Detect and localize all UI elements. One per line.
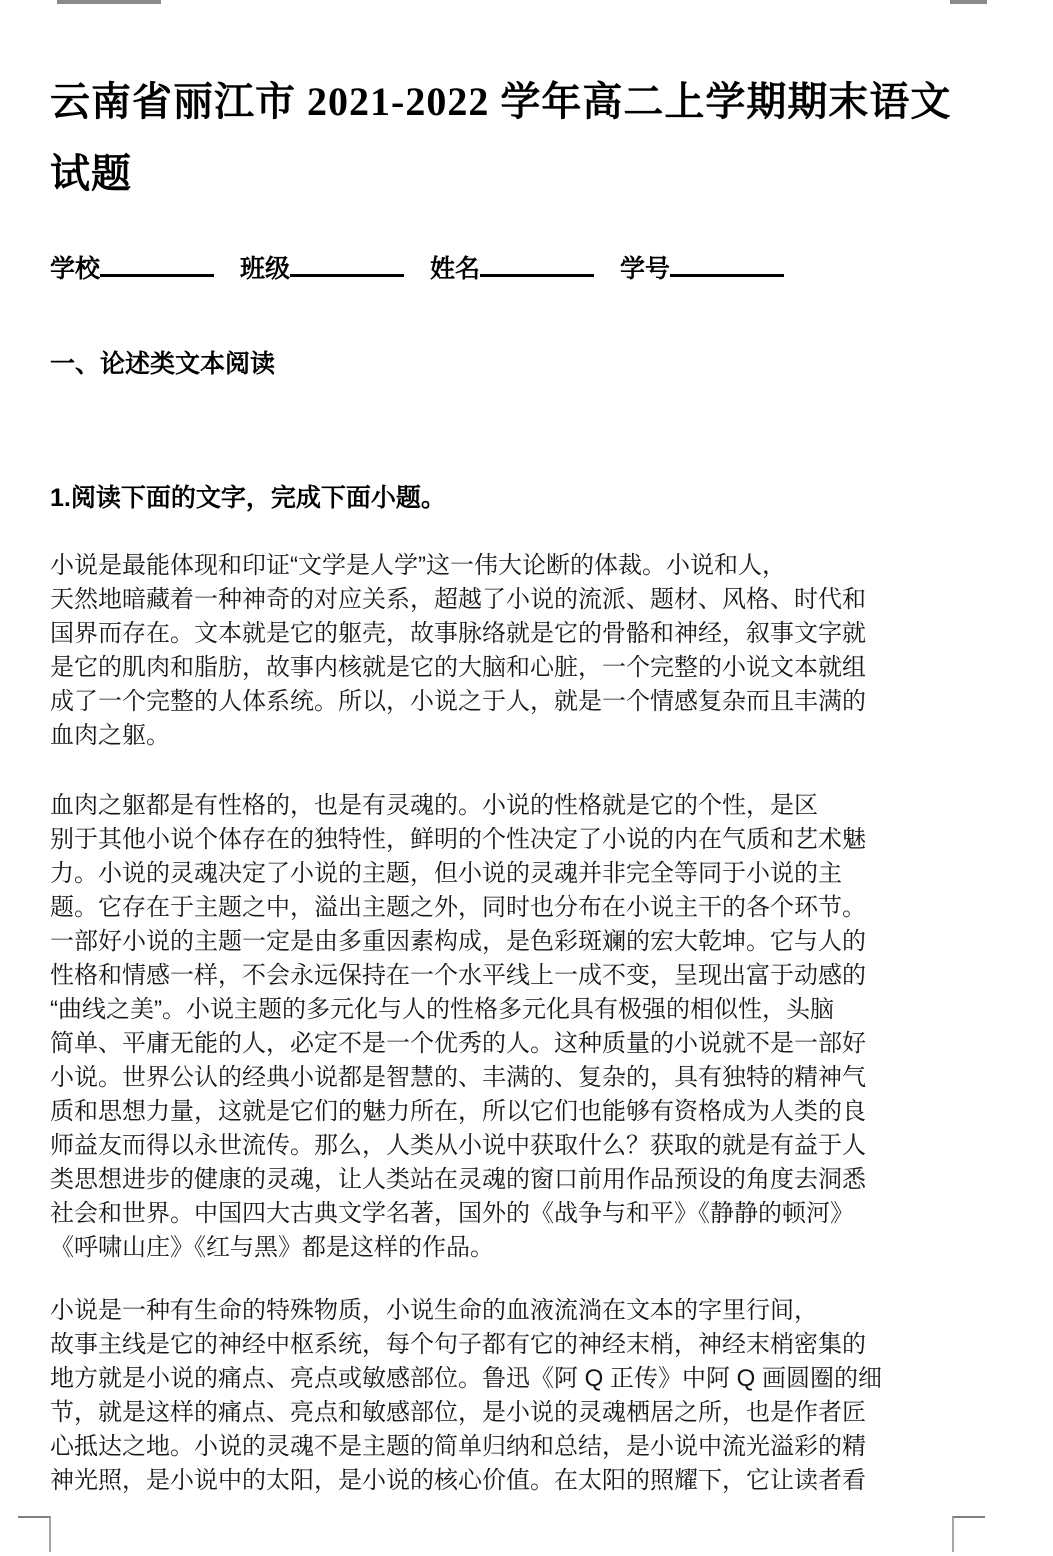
passage-line: 师益友而得以永世流传。那么，人类从小说中获取什么？获取的就是有益于人: [50, 1132, 866, 1159]
passage-line: 心抵达之地。小说的灵魂不是主题的简单归纳和总结，是小说中流光溢彩的精: [50, 1433, 866, 1460]
passage-paragraph: [50, 1294, 993, 1498]
passage-line: 简单、平庸无能的人，必定不是一个优秀的人。这种质量的小说就不是一部好: [50, 1030, 866, 1057]
passage-line: 是它的肌肉和脂肪，故事内核就是它的大脑和心脏，一个完整的小说文本就组: [50, 654, 866, 681]
passage-line: 血肉之躯。: [50, 722, 170, 749]
header-field-group: [620, 255, 784, 283]
header-field-label: 姓名: [430, 255, 481, 283]
fill-in-blank-line: [100, 250, 214, 277]
passage-line: 神光照，是小说中的太阳，是小说的核心价值。在太阳的照耀下，它让读者看: [50, 1467, 866, 1494]
passage-line: 性格和情感一样，不会永远保持在一个水平线上一成不变，呈现出富于动感的: [50, 962, 866, 989]
passage-line: 血肉之躯都是有性格的，也是有灵魂的。小说的性格就是它的个性，是区: [50, 792, 818, 819]
passage-line: 社会和世界。中国四大古典文学名著，国外的《战争与和平》《静静的顿河》: [50, 1200, 854, 1227]
passage-line: 小说是最能体现和印证“文学是人学”这一伟大论断的体裁。小说和人，: [50, 552, 786, 579]
passage-line: 天然地暗藏着一种神奇的对应关系，超越了小说的流派、题材、风格、时代和: [50, 586, 866, 613]
header-field-label: 学校: [50, 255, 101, 283]
passage-paragraph: [50, 789, 993, 1265]
passage-line: 题。它存在于主题之中，溢出主题之外，同时也分布在小说主干的各个环节。: [50, 894, 866, 921]
question-prompt: 1.阅读下面的文字，完成下面小题。: [50, 484, 446, 512]
header-field-label: 学号: [620, 255, 671, 283]
passage-line: “曲线之美”。小说主题的多元化与人的性格多元化具有极强的相似性，头脑: [50, 996, 834, 1023]
passage-line: 《呼啸山庄》《红与黑》都是这样的作品。: [50, 1234, 494, 1261]
scan-artifact-bar-right: [950, 0, 987, 4]
header-fields-row: [50, 250, 993, 287]
passage-line: 小说是一种有生命的特殊物质，小说生命的血液流淌在文本的字里行间，: [50, 1297, 818, 1324]
passage-line: 力。小说的灵魂决定了小说的主题，但小说的灵魂并非完全等同于小说的主: [50, 860, 842, 887]
crop-corner-bottom-right: [952, 1516, 985, 1552]
passage-line: 国界而存在。文本就是它的躯壳，故事脉络就是它的骨骼和神经，叙事文字就: [50, 620, 866, 647]
passage-paragraph: [50, 549, 993, 753]
header-field-group: [430, 255, 594, 283]
passage-line: 地方就是小说的痛点、亮点或敏感部位。鲁迅《阿 Q 正传》中阿 Q 画圆圈的细: [50, 1365, 883, 1392]
passage-line: 故事主线是它的神经中枢系统，每个句子都有它的神经末梢，神经末梢密集的: [50, 1331, 866, 1358]
header-field-group: [240, 255, 404, 283]
scan-artifact-bar-left: [57, 0, 161, 4]
page-title: 云南省丽江市 2021-2022 学年高二上学期期末语文: [50, 79, 952, 124]
passage-line: 成了一个完整的人体系统。所以，小说之于人，就是一个情感复杂而且丰满的: [50, 688, 866, 715]
passage: [50, 549, 993, 1498]
fill-in-blank-line: [290, 250, 404, 277]
page-title-line2: 试题: [50, 151, 132, 196]
crop-corner-bottom-left: [18, 1516, 51, 1552]
header-field-label: 班级: [240, 255, 291, 283]
passage-line: 节，就是这样的痛点、亮点和敏感部位，是小说的灵魂栖居之所，也是作者匠: [50, 1399, 866, 1426]
passage-line: 小说。世界公认的经典小说都是智慧的、丰满的、复杂的，具有独特的精神气: [50, 1064, 866, 1091]
passage-line: 一部好小说的主题一定是由多重因素构成，是色彩斑斓的宏大乾坤。它与人的: [50, 928, 866, 955]
passage-line: 别于其他小说个体存在的独特性，鲜明的个性决定了小说的内在气质和艺术魅: [50, 826, 866, 853]
passage-line: 质和思想力量，这就是它们的魅力所在，所以它们也能够有资格成为人类的良: [50, 1098, 866, 1125]
fill-in-blank-line: [670, 250, 784, 277]
header-field-group: [50, 255, 214, 283]
passage-line: 类思想进步的健康的灵魂，让人类站在灵魂的窗口前用作品预设的角度去洞悉: [50, 1166, 866, 1193]
fill-in-blank-line: [480, 250, 594, 277]
section-heading: 一、论述类文本阅读: [50, 350, 276, 378]
